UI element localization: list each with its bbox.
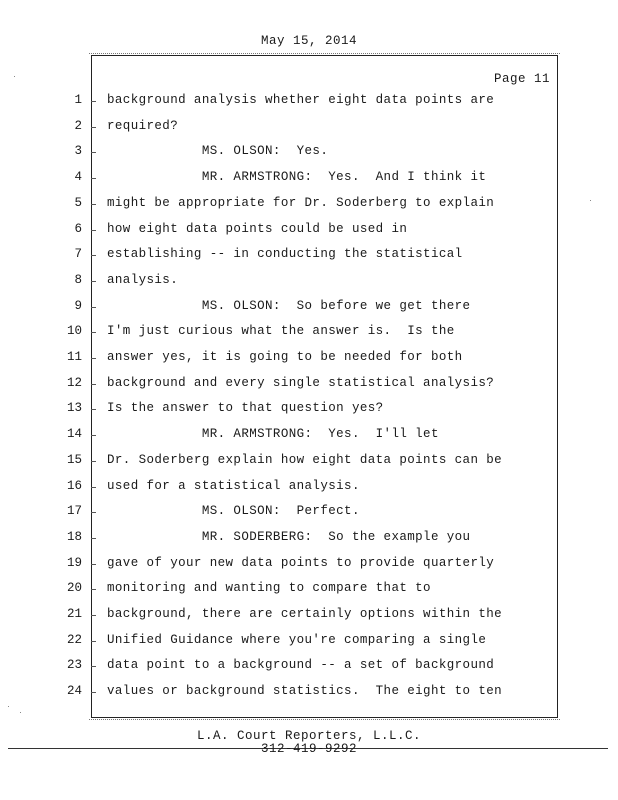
transcript-line-text: MR. ARMSTRONG: Yes. And I think it — [107, 170, 487, 184]
margin-tick — [91, 487, 96, 488]
margin-tick — [91, 281, 96, 282]
line-number: 22 — [66, 633, 82, 647]
transcript-date: May 15, 2014 — [260, 34, 357, 48]
margin-tick — [91, 230, 96, 231]
line-number: 12 — [66, 376, 82, 390]
line-number: 11 — [66, 350, 82, 364]
scan-speck — [590, 200, 591, 201]
transcript-line-text: how eight data points could be used in — [107, 222, 408, 236]
transcript-line-text: background, there are certainly options within the — [107, 607, 503, 621]
line-number: 8 — [74, 273, 82, 287]
line-number: 1 — [74, 93, 82, 107]
margin-tick — [91, 204, 96, 205]
margin-tick — [91, 409, 96, 410]
line-number: 19 — [66, 556, 82, 570]
transcript-line-text: MS. OLSON: Yes. — [107, 144, 329, 158]
line-number: 3 — [74, 144, 82, 158]
margin-tick — [91, 255, 96, 256]
line-number: 2 — [74, 119, 82, 133]
line-number: 20 — [66, 581, 82, 595]
line-number: 5 — [74, 196, 82, 210]
transcript-line-text: Is the answer to that question yes? — [107, 401, 384, 415]
transcript-line-text: MR. SODERBERG: So the example you — [107, 530, 471, 544]
margin-tick — [91, 358, 96, 359]
margin-tick — [91, 461, 96, 462]
line-number: 18 — [66, 530, 82, 544]
line-number: 24 — [66, 684, 82, 698]
margin-tick — [91, 641, 96, 642]
transcript-line-text: background and every single statistical analysis? — [107, 376, 495, 390]
line-number: 4 — [74, 170, 82, 184]
transcript-line-text: MR. ARMSTRONG: Yes. I'll let — [107, 427, 439, 441]
margin-tick — [91, 512, 96, 513]
line-number: 23 — [66, 658, 82, 672]
transcript-line-text: required? — [107, 119, 179, 133]
transcript-line-text: used for a statistical analysis. — [107, 479, 360, 493]
transcript-line-text: might be appropriate for Dr. Soderberg to explain — [107, 196, 495, 210]
margin-tick — [91, 384, 96, 385]
transcript-line-text: I'm just curious what the answer is. Is the — [107, 324, 455, 338]
transcript-line-text: Dr. Soderberg explain how eight data points can be — [107, 453, 503, 467]
line-number: 16 — [66, 479, 82, 493]
transcript-line-text: monitoring and wanting to compare that to — [107, 581, 431, 595]
margin-tick — [91, 127, 96, 128]
line-number: 6 — [74, 222, 82, 236]
line-number: 10 — [66, 324, 82, 338]
court-reporter-phone: 312-419-9292 — [260, 742, 357, 756]
page-number-label: Page 11 — [493, 72, 550, 86]
line-number: 15 — [66, 453, 82, 467]
margin-tick — [91, 666, 96, 667]
margin-tick — [91, 589, 96, 590]
line-number: 14 — [66, 427, 82, 441]
margin-tick — [91, 178, 96, 179]
scan-speck — [20, 712, 21, 713]
margin-tick — [91, 692, 96, 693]
margin-tick — [91, 307, 96, 308]
margin-tick — [91, 615, 96, 616]
line-number: 21 — [66, 607, 82, 621]
line-number: 9 — [74, 299, 82, 313]
transcript-line-text: data point to a background -- a set of background — [107, 658, 495, 672]
scan-speck — [14, 76, 15, 77]
margin-tick — [91, 435, 96, 436]
transcript-line-text: MS. OLSON: Perfect. — [107, 504, 360, 518]
margin-tick — [91, 101, 96, 102]
margin-tick — [91, 564, 96, 565]
transcript-line-text: background analysis whether eight data points are — [107, 93, 495, 107]
transcript-line-text: establishing -- in conducting the statistical — [107, 247, 463, 261]
line-number: 17 — [66, 504, 82, 518]
transcript-line-text: analysis. — [107, 273, 179, 287]
court-reporter-name: L.A. Court Reporters, L.L.C. — [196, 729, 422, 743]
transcript-line-text: gave of your new data points to provide quarterly — [107, 556, 495, 570]
transcript-line-text: Unified Guidance where you're comparing a single — [107, 633, 487, 647]
scan-speck — [8, 706, 9, 707]
transcript-line-text: answer yes, it is going to be needed for both — [107, 350, 463, 364]
line-number: 13 — [66, 401, 82, 415]
transcript-line-text: values or background statistics. The eight to ten — [107, 684, 503, 698]
line-number: 7 — [74, 247, 82, 261]
margin-tick — [91, 538, 96, 539]
margin-tick — [91, 332, 96, 333]
transcript-line-text: MS. OLSON: So before we get there — [107, 299, 471, 313]
margin-tick — [91, 152, 96, 153]
